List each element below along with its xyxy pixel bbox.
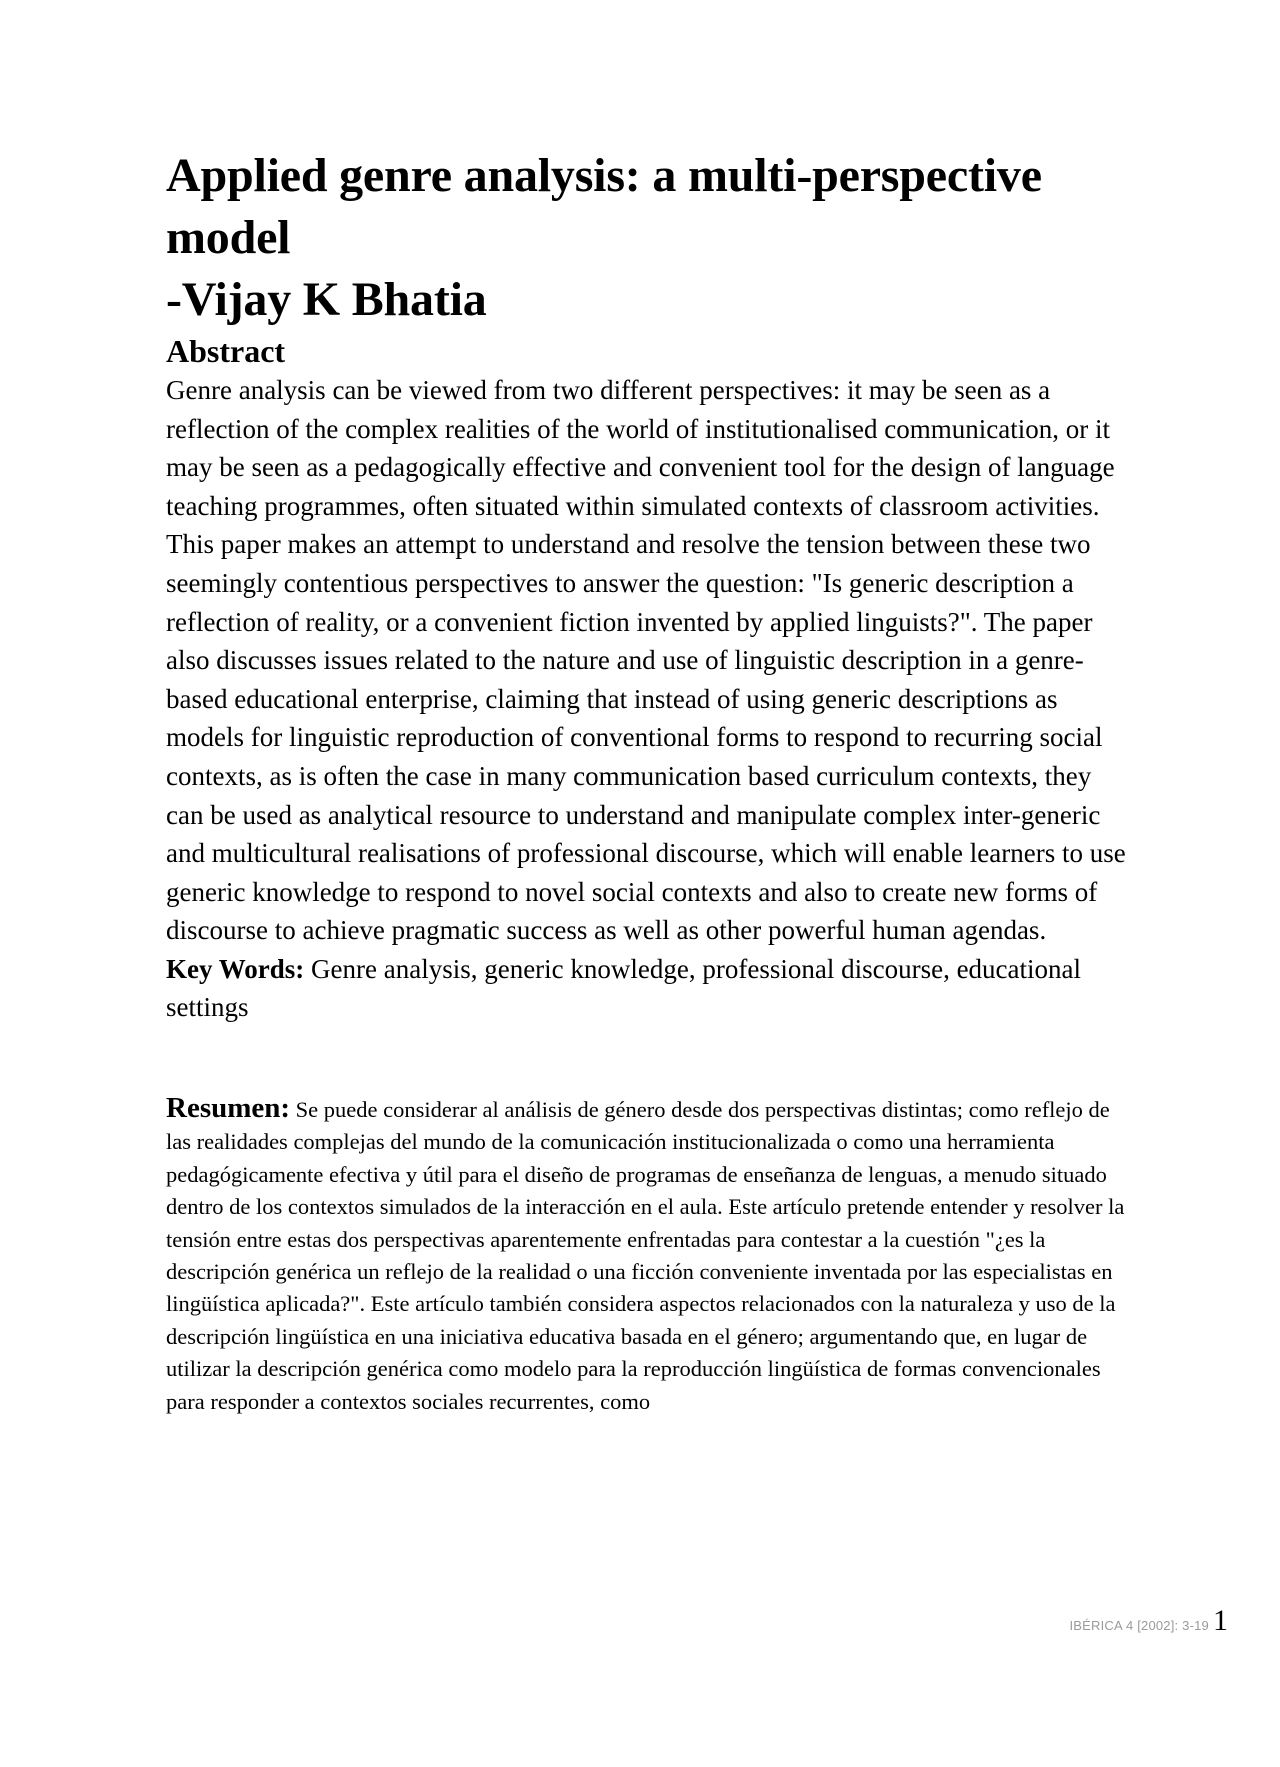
paper-title	[166, 145, 1126, 331]
keywords	[166, 950, 1126, 1026]
keywords-text: Genre analysis, generic knowledge, professional discourse, educational settings	[166, 953, 1082, 1022]
abstract-body: Genre analysis can be viewed from two different perspectives: it may be seen as a reflection of the complex realities of the world of institutionalised communication, or it may be seen as a pedagogically effective and convenient tool for the design of language teaching programmes, often situated within simulated contexts of classroom activities. This paper makes an attempt to understand and resolve the tension between these two seemingly contentious perspectives to answer the question: "Is generic description a reflection of reality, or a convenient fiction invented by applied linguists?". The paper also discusses issues related to the nature and use of linguistic description in a genre-based educational enterprise, claiming that instead of using generic descriptions as models for linguistic reproduction of conventional forms to respond to recurring social contexts, as is often the case in many communication based curriculum contexts, they can be used as analytical resource to understand and manipulate complex inter-generic and multicultural realisations of professional discourse, which will enable learners to use generic knowledge to respond to novel social contexts and also to create new forms of discourse to achieve pragmatic success as well as other powerful human agendas.	[166, 375, 1126, 946]
resumen-text: Se puede considerar al análisis de género desde dos perspectivas distintas; como reflejo de las realidades complejas del mundo de la comunicación institucionalizada o como una herramienta pedagógicamente efectiva y útil para el diseño de programas de enseñanza de lenguas, a menudo situado dentro de los contextos simulados de la interacción en el aula. Este artículo pretende entender y resolver la tensión entre estas dos perspectivas aparentemente enfrentadas para contestar a la cuestión "¿es la descripción genérica un reflejo de la realidad o una ficción conveniente inventada por las especialistas en lingüística aplicada?". Este artículo también considera aspectos relacionados con la naturaleza y uso de la descripción lingüística en una iniciativa educativa basada en el género; argumentando que, en lugar de utilizar la descripción genérica como modelo para la reproducción lingüística de formas convencionales para responder a contextos sociales recurrentes, como	[166, 1096, 1125, 1414]
author-name: -Vijay K Bhatia	[166, 273, 487, 326]
journal-citation: IBÉRICA 4 [2002]: 3-19	[1069, 1618, 1209, 1633]
resumen-label: Resumen:	[166, 1091, 291, 1124]
paper-page	[166, 145, 1126, 1418]
abstract-heading: Abstract	[166, 333, 286, 369]
keywords-label: Key Words:	[166, 953, 305, 984]
page-footer	[1069, 1604, 1228, 1638]
title-text: Applied genre analysis: a multi-perspective model	[166, 149, 1042, 264]
page-number: 1	[1213, 1604, 1228, 1637]
resumen	[166, 1092, 1126, 1418]
